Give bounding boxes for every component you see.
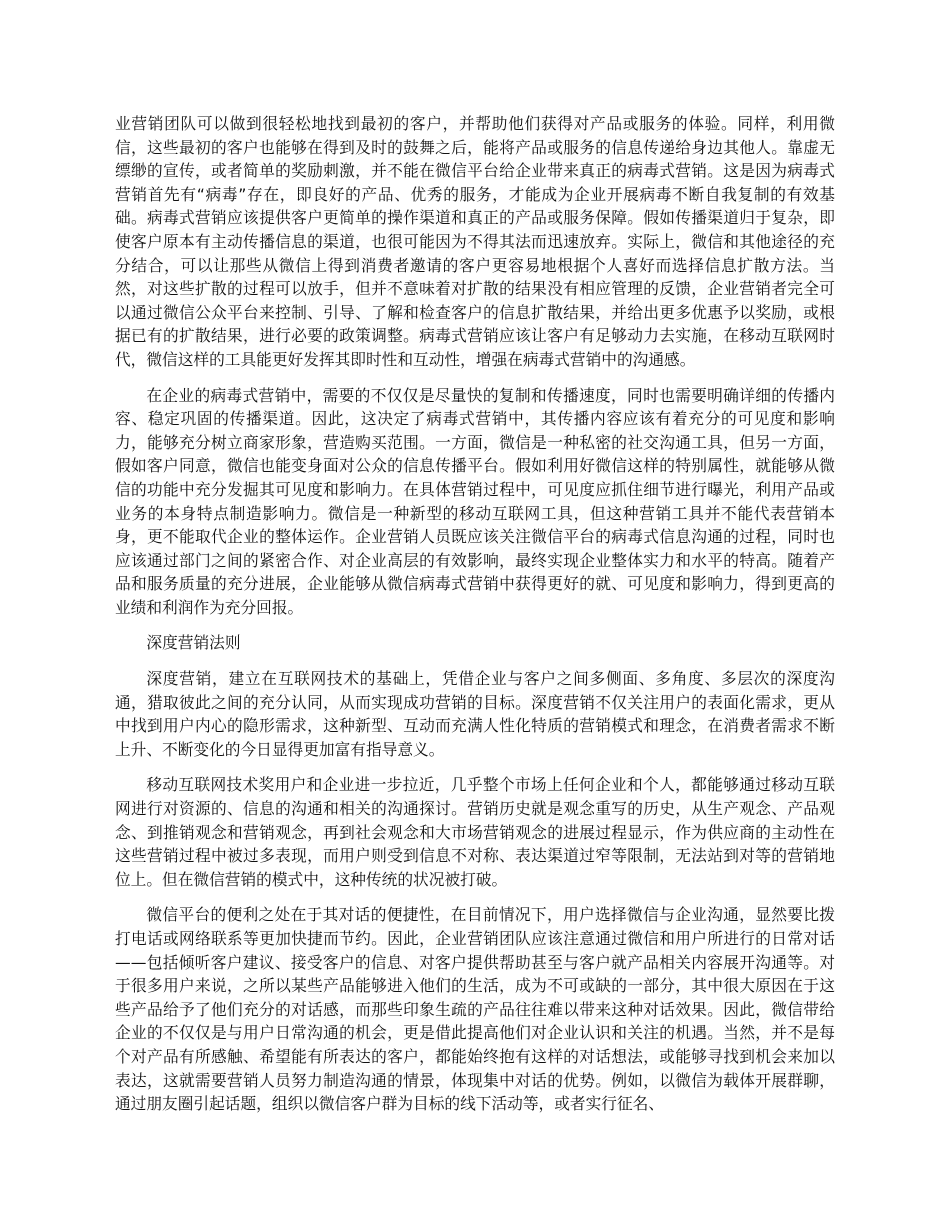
paragraph-viral-continuation: 业营销团队可以做到很轻松地找到最初的客户，并帮助他们获得对产品或服务的体验。同样，利用微信，这些最初的客户也能够在得到及时的鼓舞之后，能将产品或服务的信息传递给身边其他人。靠虚无缥缈的宣传，或者简单的奖励刺激，并不能在微信平台给企业带来真正的病毒式营销。这是因为病毒式营销首先有“病毒”存在，即良好的产品、优秀的服务，才能成为企业开展病毒不断自我复制的有效基础。病毒式营销应该提供客户更简单的操作渠道和真正的产品或服务保障。假如传播渠道归于复杂，即使客户原本有主动传播信息的渠道，也很可能因为不得其法而迅速放弃。实际上，微信和其他途径的充分结合，可以让那些从微信上得到消费者邀请的客户更容易地根据个人喜好而选择信息扩散方法。当然，对这些扩散的过程可以放手，但并不意味着对扩散的结果没有相应管理的反馈，企业营销者完全可以通过微信公众平台来控制、引导、了解和检查客户的信息扩散结果，并给出更多优惠予以奖励，或根据已有的扩散结果，进行必要的政策调整。病毒式营销应该让客户有足够动力去实施，在移动互联网时代，微信这样的工具能更好发挥其即时性和互动性，增强在病毒式营销中的沟通感。 [115, 114, 835, 369]
paragraph-mobile-internet: 移动互联网技术奖用户和企业进一步拉近，几乎整个市场上任何企业和个人，都能够通过移动互联网进行对资源的、信息的沟通和相关的沟通探讨。营销历史就是观念重写的历史，从生产观念、产品观念、到推销观念和营销观念，再到社会观念和大市场营销观念的进展过程显示，作为供应商的主动性在这些营销过程中被过多表现，而用户则受到信息不对称、表达渠道过窄等限制，无法站到对等的营销地位上。但在微信营销的模式中，这种传统的状况被打破。 [115, 775, 835, 889]
paragraph-deep-marketing-intro: 深度营销，建立在互联网技术的基础上，凭借企业与客户之间多侧面、多角度、多层次的深度沟通，猎取彼此之间的充分认同，从而实现成功营销的目标。深度营销不仅关注用户的表面化需求，更从中找到用户内心的隐形需求，这种新型、互动而充满人性化特质的营销模式和理念，在消费者需求不断上升、不断变化的今日显得更加富有指导意义。 [115, 669, 835, 759]
paragraph-dialogue: 微信平台的便利之处在于其对话的便捷性，在目前情况下，用户选择微信与企业沟通，显然要比拨打电话或网络联系等更加快捷而节约。因此，企业营销团队应该注意通过微信和用户所进行的日常对话——包括倾听客户建议、接受客户的信息、对客户提供帮助甚至与客户就产品相关内容展开沟通等。对于很多用户来说，之所以某些产品能够进入他们的生活，成为不可或缺的一部分，其中很大原因在于这些产品给予了他们充分的对话感，而那些印象生疏的产品往往难以带来这种对话效果。因此，微信带给企业的不仅仅是与用户日常沟通的机会，更是借此提高他们对企业认识和关注的机遇。当然，并不是每个对产品有所感触、希望能有所表达的客户，都能始终抱有这样的对话想法，或能够寻找到机会来加以表达，这就需要营销人员努力制造沟通的情景，体现集中对话的优势。例如，以微信为载体开展群聊，通过朋友圈引起话题，组织以微信客户群为目标的线下活动等，或者实行征名、 [115, 905, 835, 1114]
paragraph-viral-content: 在企业的病毒式营销中，需要的不仅仅是尽量快的复制和传播速度，同时也需要明确详细的传播内容、稳定巩固的传播渠道。因此，这决定了病毒式营销中，其传播内容应该有着充分的可见度和影响力，能够充分树立商家形象，营造购买范围。一方面，微信是一种私密的社交沟通工具，但另一方面，假如客户同意，微信也能变身面对公众的信息传播平台。假如利用好微信这样的特别属性，就能够从微信的功能中充分发掘其可见度和影响力。在具体营销过程中，可见度应抓住细节进行曝光，利用产品或业务的本身特点制造影响力。微信是一种新型的移动互联网工具，但这种营销工具并不能代表营销本身，更不能取代企业的整体运作。企业营销人员既应该关注微信平台的病毒式信息沟通的过程，同时也应该通过部门之间的紧密合作、对企业高层的有效影响，最终实现企业整体实力和水平的特高。随着产品和服务质量的充分进展，企业能够从微信病毒式营销中获得更好的就、可见度和影响力，得到更高的业绩和利润作为充分回报。 [115, 385, 835, 617]
section-heading: 深度营销法则 [146, 633, 241, 653]
document-page [115, 112, 835, 1128]
